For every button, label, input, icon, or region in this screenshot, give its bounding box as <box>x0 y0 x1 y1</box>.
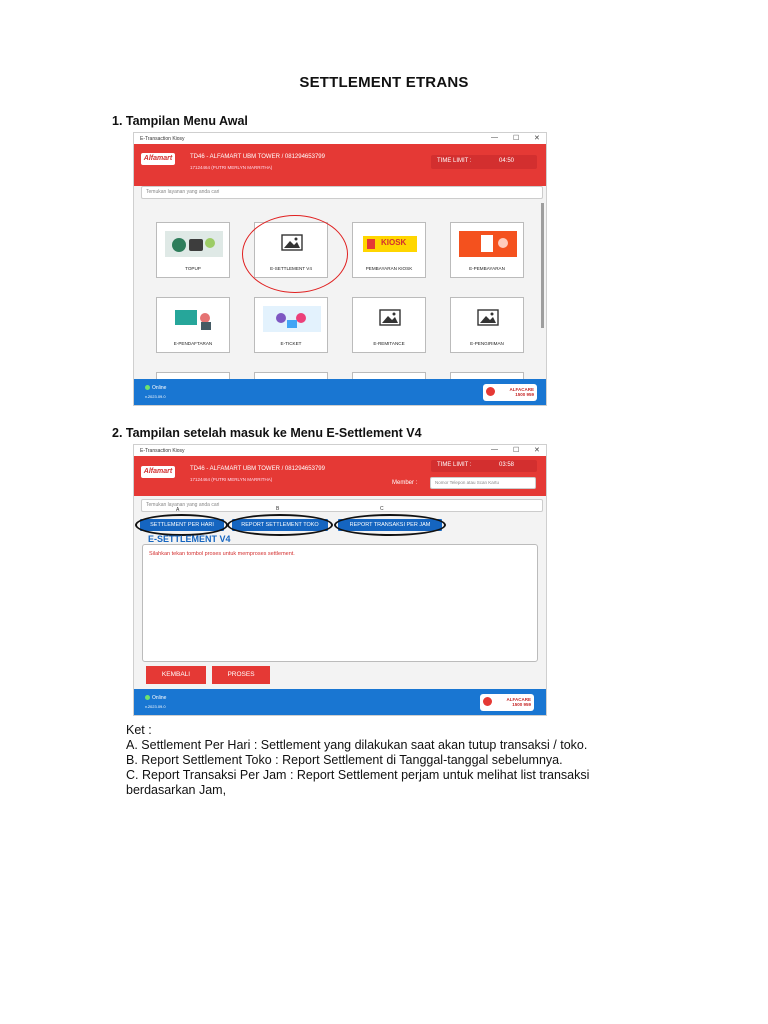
member-input[interactable]: Nomor Telepon atau Scan Kartu <box>430 477 536 489</box>
user-info: 17124464 (PUTRI MERLYN MARRITHA) <box>190 165 273 170</box>
app-version: v.2023.09.0 <box>145 394 166 399</box>
window-titlebar <box>134 445 546 456</box>
tile-label: E-PENGIRIMAN <box>470 341 504 346</box>
topup-illustration-icon <box>165 231 223 257</box>
back-button[interactable]: KEMBALI <box>146 666 206 684</box>
app-footer <box>134 689 546 715</box>
tile-label: E-REMITANCE <box>373 341 405 346</box>
search-input[interactable]: Temukan layanan yang anda cari <box>141 499 543 512</box>
tile-label: E-PENDAFTARAN <box>173 341 213 346</box>
tile-label: E-SETTLEMENT V4 <box>270 266 312 271</box>
tile-e-pendaftaran[interactable] <box>156 297 230 353</box>
image-placeholder-icon <box>361 306 419 332</box>
tile-pembayaran-kiosk[interactable] <box>352 222 426 278</box>
panel-title: E-SETTLEMENT V4 <box>148 534 231 544</box>
time-limit-value: 04:50 <box>499 158 515 164</box>
ticket-illustration-icon <box>263 306 321 332</box>
process-button[interactable]: PROSES <box>212 666 270 684</box>
window-title: E-Transaction Kiosy <box>140 448 185 454</box>
member-label: Member : <box>392 480 418 486</box>
app-version: v.2023.09.0 <box>145 704 166 709</box>
alfacare-logo-icon <box>486 387 495 396</box>
highlight-circle <box>242 215 348 293</box>
app-header <box>134 456 546 496</box>
alfamart-logo: Alfamart <box>141 466 175 478</box>
tile-e-pengiriman[interactable] <box>450 297 524 353</box>
tile-e-remitance[interactable] <box>352 297 426 353</box>
payment-illustration-icon <box>459 231 517 257</box>
alfacare-logo-icon <box>483 697 492 706</box>
image-placeholder-icon <box>459 306 517 332</box>
tile-topup[interactable] <box>156 222 230 278</box>
notes-heading: Ket : <box>126 723 152 737</box>
mark-b: B <box>276 506 280 512</box>
annotation-oval-c <box>334 514 446 536</box>
alfacare-badge: ALFACARE 1500 959 <box>480 694 534 711</box>
panel-message: Silahkan tekan tombol proses untuk memproses settlement. <box>149 551 295 557</box>
time-limit-label: TIME LIMIT : <box>437 158 472 164</box>
online-status: Online <box>145 695 166 701</box>
window-title: E-Transaction Kiosy <box>140 136 185 142</box>
minimize-button[interactable]: — <box>491 446 498 453</box>
time-limit-box <box>431 460 537 472</box>
online-dot-icon <box>145 385 150 390</box>
app-header <box>134 144 546 186</box>
tab-settlement-per-hari[interactable]: SETTLEMENT PER HARI <box>140 519 224 531</box>
search-input[interactable]: Temukan layanan yang anda cari <box>141 186 543 199</box>
section-1-heading: 1. Tampilan Menu Awal <box>112 114 248 128</box>
app-window-menu <box>133 132 547 406</box>
app-window-settlement <box>133 444 547 716</box>
tile-label: TOPUP <box>185 266 201 271</box>
online-status: Online <box>145 385 166 391</box>
alfamart-logo: Alfamart <box>141 153 175 165</box>
time-limit-box <box>431 155 537 169</box>
tile-e-ticket[interactable] <box>254 297 328 353</box>
close-button[interactable]: ✕ <box>534 447 540 454</box>
document-title: SETTLEMENT ETRANS <box>299 74 469 91</box>
kiosk-badge: KIOSK <box>381 238 407 247</box>
time-limit-value: 03:58 <box>499 462 515 468</box>
alfacare-badge: ALFACARE 1500 959 <box>483 384 537 401</box>
annotation-oval-a <box>135 514 228 536</box>
window-titlebar <box>134 133 546 144</box>
maximize-button[interactable]: ☐ <box>513 135 520 142</box>
store-info: TD46 - ALFAMART UBM TOWER / 081294653799 <box>190 466 325 472</box>
note-a: A. Settlement Per Hari : Settlement yang dilakukan saat akan tutup transaksi / toko. <box>126 738 588 752</box>
tab-report-settlement-toko[interactable]: REPORT SETTLEMENT TOKO <box>232 519 328 531</box>
scrollbar[interactable] <box>541 203 544 328</box>
online-dot-icon <box>145 695 150 700</box>
mark-c: C <box>380 506 384 512</box>
maximize-button[interactable]: ☐ <box>513 447 520 454</box>
close-button[interactable]: ✕ <box>534 135 540 142</box>
section-2-heading: 2. Tampilan setelah masuk ke Menu E-Settlement V4 <box>112 426 422 440</box>
note-b: B. Report Settlement Toko : Report Settlement di Tanggal-tanggal sebelumnya. <box>126 753 563 767</box>
store-info: TD46 - ALFAMART UBM TOWER / 081294653799 <box>190 154 325 160</box>
tile-e-pembayaran[interactable] <box>450 222 524 278</box>
tab-report-transaksi-per-jam[interactable]: REPORT TRANSAKSI PER JAM <box>338 519 442 531</box>
tile-label: E-PEMBAYARAN <box>469 266 505 271</box>
user-info: 17124464 (PUTRI MERLYN MARRITHA) <box>190 477 273 482</box>
note-c-continued: berdasarkan Jam, <box>126 783 227 797</box>
mark-a: A <box>176 507 180 513</box>
tile-label: E-TICKET <box>280 341 302 346</box>
settlement-panel <box>142 544 538 662</box>
registration-illustration-icon <box>165 306 223 332</box>
note-c: C. Report Transaksi Per Jam : Report Settlement perjam untuk melihat list transaksi <box>126 768 590 782</box>
minimize-button[interactable]: — <box>491 134 498 141</box>
app-footer <box>134 379 546 405</box>
tile-label: PEMBAYARAN KIOSK <box>365 266 413 271</box>
annotation-oval-b <box>227 514 333 536</box>
time-limit-label: TIME LIMIT : <box>437 462 472 468</box>
